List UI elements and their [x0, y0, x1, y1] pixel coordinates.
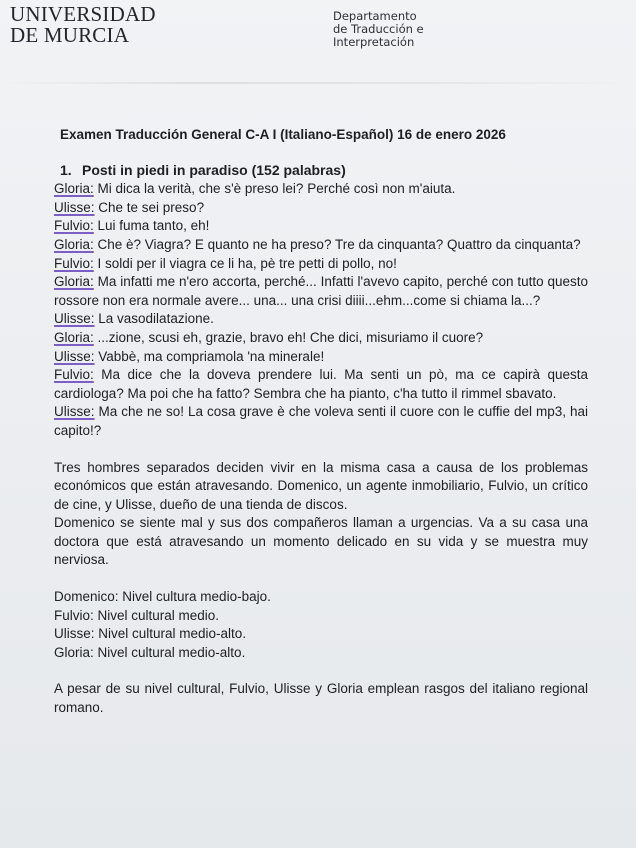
dialogue	[54, 180, 588, 440]
context-paragraph-2: Domenico se siente mal y sus dos compañeros llaman a urgencias. Va a su casa una doctora que está atravesando un momento delicado en su vida y se muestra muy nerviosa.	[54, 515, 588, 568]
dialogue-text: Che te sei preso?	[94, 199, 205, 215]
dialogue-text: La vasodilatazione.	[94, 311, 214, 327]
exam-title: Examen Traducción General C-A I (Italiano-Español) 16 de enero 2026	[60, 127, 506, 142]
exam-content	[54, 126, 588, 718]
department-line3: Interpretación	[333, 35, 415, 49]
dialogue-line	[54, 236, 588, 255]
dialogue-text: Ma che ne so! La cosa grave è che voleva senti il cuore con le cuffie del mp3, hai capito!?	[54, 404, 588, 438]
dialogue-line	[54, 366, 588, 403]
level-item-domenico: Domenico: Nivel cultura medio-bajo.	[54, 589, 271, 605]
speaker-name: Gloria:	[54, 236, 94, 252]
speaker-name: Gloria:	[54, 181, 94, 197]
spacer	[54, 570, 588, 588]
section-title: Posti in piedi in paradiso (152 palabras)	[82, 161, 346, 178]
dialogue-line	[54, 255, 588, 274]
dialogue-text: Lui fuma tanto, eh!	[93, 218, 210, 234]
level-item-fulvio: Fulvio: Nivel cultural medio.	[54, 607, 220, 623]
speaker-name: Ulisse:	[54, 311, 95, 327]
spacer	[54, 441, 588, 459]
dialogue-line	[54, 180, 588, 199]
department-name	[333, 10, 424, 49]
speaker-name: Fulvio:	[54, 367, 94, 383]
dialogue-text: Ma infatti me n'ero accorta, perché... Infatti l'avevo capito, perché con tutto questo rossore non era normale avere... una... una crisi diiii...ehm...come si chiama la...?	[54, 274, 588, 308]
dialogue-text: I soldi per il viagra ce li ha, pè tre petti di pollo, no!	[93, 255, 397, 271]
university-name-line1: UNIVERSIDAD	[10, 2, 156, 26]
dialogue-text: Che è? Viagra? E quanto ne ha preso? Tre da cinquanta? Quattro da cinquanta?	[93, 236, 581, 252]
university-name-line2: DE MURCIA	[10, 23, 130, 47]
speaker-name: Fulvio:	[54, 218, 94, 234]
speaker-name: Gloria:	[54, 274, 94, 290]
dialogue-text: Ma dice che la doveva prendere lui. Ma senti un pò, ma ce capirà questa cardiologa? Ma poi che ha fatto? Sembra che ha pianto, c'ha tutto il rimmel sbavato.	[54, 367, 588, 401]
cultural-levels	[54, 588, 588, 662]
spacer	[54, 662, 588, 680]
dialogue-line	[54, 199, 588, 218]
dialogue-text: ...zione, scusi eh, grazie, bravo eh! Che dici, misuriamo il cuore?	[93, 329, 484, 345]
context-paragraph-1: Tres hombres separados deciden vivir en la misma casa a causa de los problemas económicos que están atravesando. Domenico, un agente inmobiliario, Fulvio, un crítico de cine, y Ulisse, dueño de una tienda de discos.	[54, 459, 588, 512]
department-line2: de Traducción e	[333, 22, 424, 36]
dialogue-text: Mi dica la verità, che s'è preso lei? Perché così non m'aiuta.	[93, 181, 456, 197]
speaker-name: Ulisse:	[54, 199, 95, 215]
speaker-name: Gloria:	[54, 329, 94, 345]
paper-crease	[0, 82, 636, 84]
dialogue-line	[54, 217, 588, 236]
speaker-name: Fulvio:	[54, 255, 94, 271]
regional-note: A pesar de su nivel cultural, Fulvio, Ulisse y Gloria emplean rasgos del italiano regional romano.	[54, 681, 588, 716]
speaker-name: Ulisse:	[54, 348, 95, 364]
section-heading	[60, 161, 588, 180]
level-item-ulisse: Ulisse: Nivel cultural medio-alto.	[54, 626, 247, 642]
dialogue-line	[54, 348, 588, 367]
dialogue-line	[54, 273, 588, 310]
section-number: 1.	[60, 161, 72, 178]
university-logo	[10, 4, 156, 46]
level-item-gloria: Gloria: Nivel cultural medio-alto.	[54, 644, 246, 660]
dialogue-text: Vabbè, ma compriamola 'na minerale!	[94, 348, 325, 364]
dialogue-line	[54, 329, 588, 348]
speaker-name: Ulisse:	[54, 404, 95, 420]
dialogue-line	[54, 403, 588, 440]
dialogue-line	[54, 310, 588, 329]
department-line1: Departamento	[333, 9, 417, 23]
